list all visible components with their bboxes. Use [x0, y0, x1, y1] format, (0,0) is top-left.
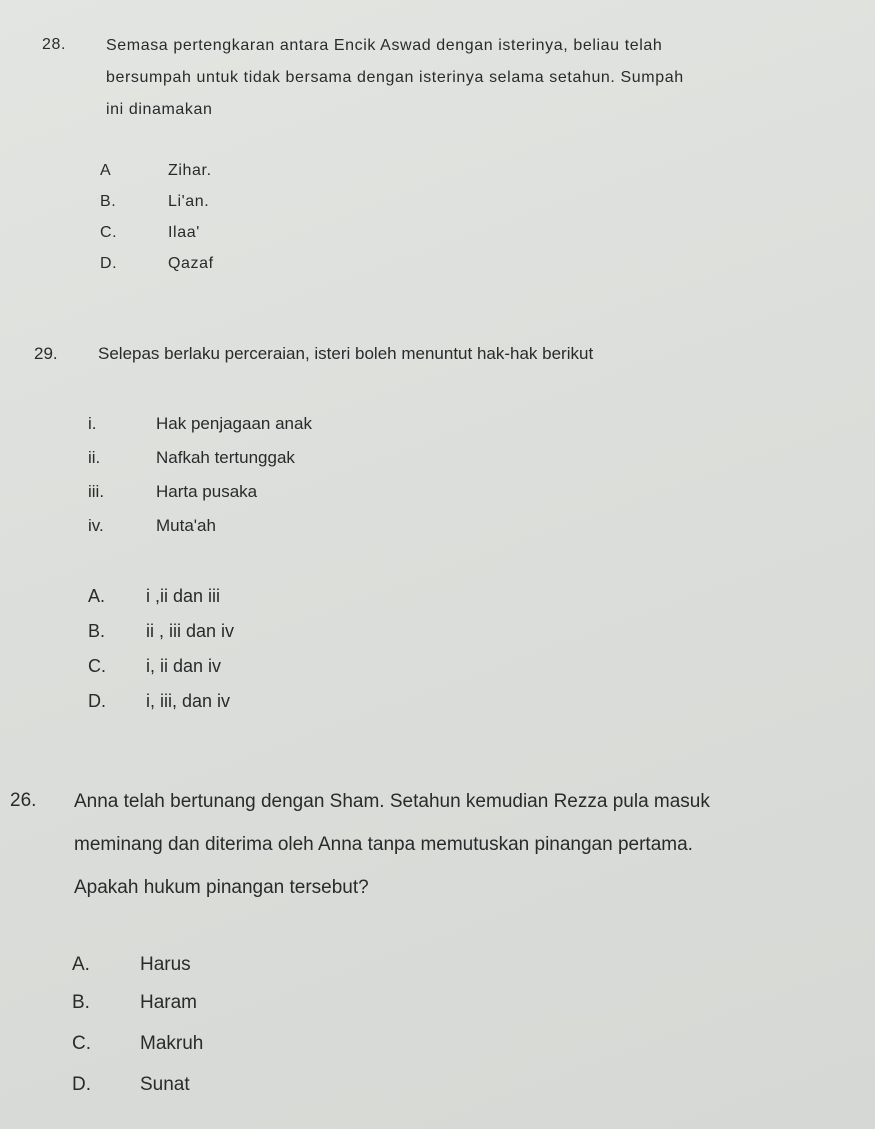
option-text: Qazaf	[168, 255, 214, 272]
question-text	[74, 780, 710, 909]
option-letter: A	[100, 162, 112, 179]
option-letter: B.	[88, 621, 106, 641]
statement-numeral: iv.	[88, 516, 104, 535]
question-line: Semasa pertengkaran antara Encik Aswad dengan isterinya, beliau telah	[106, 37, 663, 54]
statement-numeral: iii.	[88, 482, 105, 501]
question-line: Apakah hukum pinangan tersebut?	[74, 877, 369, 898]
option-letter: D.	[100, 255, 118, 272]
statement-text: Harta pusaka	[156, 482, 258, 501]
option-letter: C.	[72, 1033, 91, 1054]
question-number: 26.	[10, 790, 37, 811]
statement-text: Nafkah tertunggak	[156, 448, 295, 467]
option-letter: A.	[72, 954, 90, 975]
statement-text: Muta'ah	[156, 516, 216, 535]
option-letter: D.	[88, 691, 106, 711]
option-text: i ,ii dan iii	[146, 586, 221, 606]
option-text: ii , iii dan iv	[146, 621, 235, 641]
question-number: 29.	[34, 344, 58, 363]
option-text: Sunat	[140, 1074, 190, 1095]
question-line: ini dinamakan	[106, 101, 213, 118]
option-letter: C.	[100, 224, 118, 241]
option-text: Ilaa'	[168, 224, 200, 241]
option-text: Li'an.	[168, 193, 210, 210]
question-text	[106, 30, 684, 126]
statement-text: Hak penjagaan anak	[156, 414, 312, 433]
option-letter: D.	[72, 1074, 91, 1095]
option-text: i, iii, dan iv	[146, 691, 231, 711]
option-letter: B.	[100, 193, 117, 210]
option-letter: A.	[88, 586, 106, 606]
question-line: meminang dan diterima oleh Anna tanpa memutuskan pinangan pertama.	[74, 834, 693, 855]
option-text: Harus	[140, 954, 191, 975]
option-text: Zihar.	[168, 162, 212, 179]
question-line: Anna telah bertunang dengan Sham. Setahun kemudian Rezza pula masuk	[74, 791, 710, 812]
question-line: Selepas berlaku perceraian, isteri boleh menuntut hak-hak berikut	[98, 344, 594, 363]
question-line: bersumpah untuk tidak bersama dengan isterinya selama setahun. Sumpah	[106, 69, 684, 86]
option-text: i, ii dan iv	[146, 656, 222, 676]
statement-numeral: i.	[88, 414, 97, 433]
option-letter: B.	[72, 992, 90, 1013]
option-text: Haram	[140, 992, 198, 1013]
statement-numeral: ii.	[88, 448, 101, 467]
question-text	[98, 344, 593, 364]
option-text: Makruh	[140, 1033, 204, 1054]
question-number: 28.	[42, 36, 67, 53]
option-letter: C.	[88, 656, 106, 676]
